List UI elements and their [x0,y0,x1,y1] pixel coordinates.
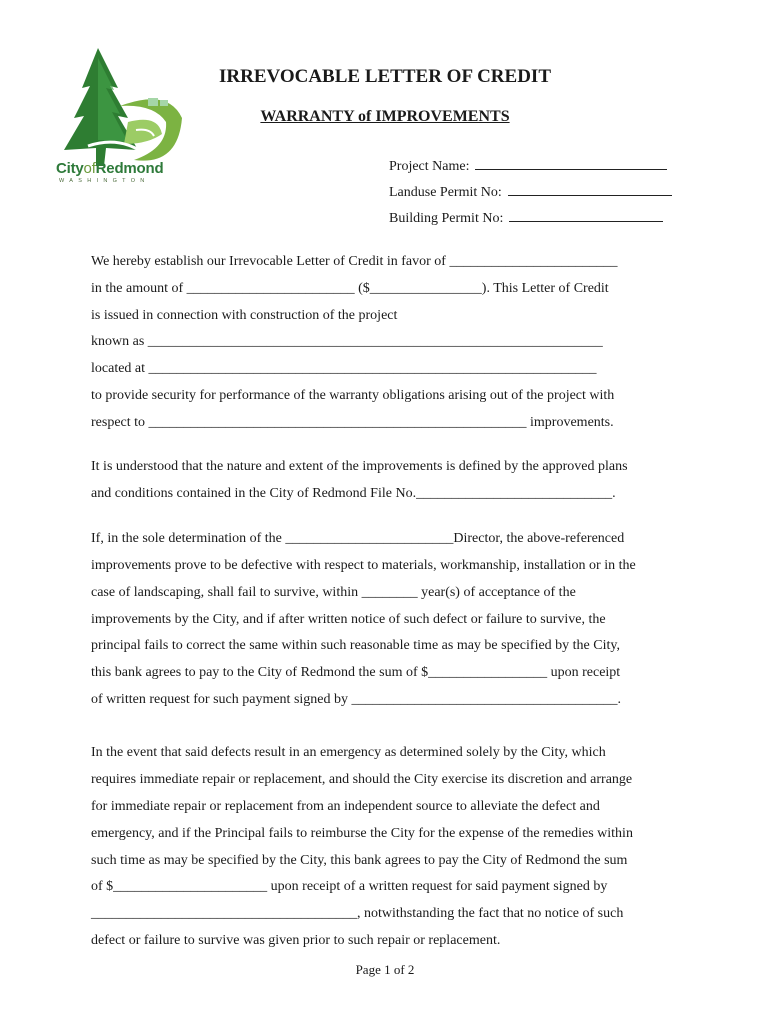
paragraph-line: requires immediate repair or replacement, and should the City exercise its discretion and arrange [91,772,633,787]
document-subtitle: WARRANTY of IMPROVEMENTS [260,108,510,125]
landuse-permit-field: Landuse Permit No: [389,182,672,201]
paragraph-line: of $______________________ upon receipt of a written request for said payment signed by [91,879,608,894]
paragraph-line: known as _________________________________________________________________ [91,334,603,349]
paragraph-line: for immediate repair or replacement from an independent source to alleviate the defect and [91,799,600,814]
paragraph-line: principal fails to correct the same within such reasonable time as may be specified by the City, [91,638,620,653]
paragraph-line: located at ________________________________________________________________ [91,361,597,376]
paragraph-line: case of landscaping, shall fail to survive, within ________ year(s) of acceptance of the [91,585,576,600]
project-name-field: Project Name: [389,156,667,175]
paragraph-line: We hereby establish our Irrevocable Letter of Credit in favor of ________________________ [91,254,618,269]
building-permit-blank[interactable] [509,208,663,222]
logo-wordmark: CityofRedmond WASHINGTON [56,160,188,184]
document-title: IRREVOCABLE LETTER OF CREDIT [218,66,551,87]
paragraph-line: improvements by the City, and if after written notice of such defect or failure to survive, the [91,612,606,627]
paragraph-line: is issued in connection with construction of the project [91,308,398,323]
paragraph-line: in the amount of ________________________ ($________________). This Letter of Credit [91,281,609,296]
paragraph-line: ______________________________________, notwithstanding the fact that no notice of such [91,906,624,921]
project-name-blank[interactable] [475,156,667,170]
paragraph-line: such time as may be specified by the City, this bank agrees to pay the City of Redmond the sum [91,853,628,868]
paragraph-line: If, in the sole determination of the ________________________Director, the above-referenced [91,531,625,546]
building-permit-field: Building Permit No: [389,208,663,227]
paragraph-line: to provide security for performance of the warranty obligations arising out of the project with [91,388,615,403]
paragraph-line: and conditions contained in the City of Redmond File No.____________________________. [91,486,616,501]
page-number: Page 1 of 2 [355,962,415,977]
paragraph-line: emergency, and if the Principal fails to reimburse the City for the expense of the remedies within [91,826,633,841]
paragraph-line: In the event that said defects result in an emergency as determined solely by the City, which [91,745,606,760]
paragraph-line: It is understood that the nature and extent of the improvements is defined by the approved plans [91,459,628,474]
paragraph-line: respect to ______________________________________________________ improvements. [91,415,614,430]
logo-subtitle: WASHINGTON [59,178,150,184]
paragraph-line: of written request for such payment signed by ______________________________________. [91,692,621,707]
paragraph-line: defect or failure to survive was given prior to such repair or replacement. [91,933,501,948]
paragraph-line: this bank agrees to pay to the City of Redmond the sum of $_________________ upon receipt [91,665,621,680]
landuse-permit-blank[interactable] [508,182,672,196]
paragraph-line: improvements prove to be defective with respect to materials, workmanship, installation or in the [91,558,636,573]
